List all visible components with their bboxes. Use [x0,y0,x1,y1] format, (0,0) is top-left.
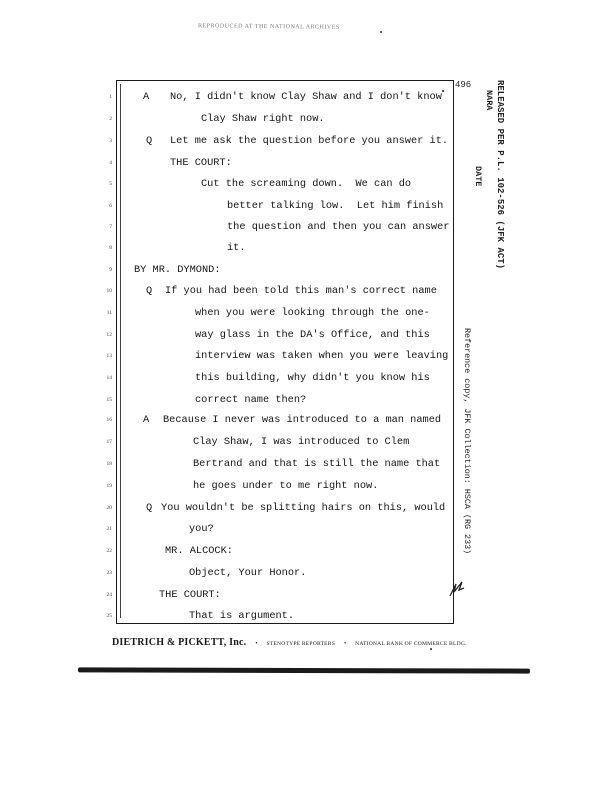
line-number: 21 [106,526,112,532]
qa-marker: A [143,414,150,426]
line-number: 12 [106,332,112,338]
line-number: 9 [109,267,112,273]
line-number: 25 [106,613,112,619]
transcript-line: BY MR. DYMOND: [134,264,221,276]
transcript-line: MR. ALCOCK: [165,545,233,557]
line-number: 16 [106,417,112,423]
footer-separator: • [255,641,258,647]
reporter-footer [112,632,467,650]
line-number: 2 [109,116,112,122]
line-number: 1 [109,94,112,100]
line-number: 19 [106,483,112,489]
transcript-line: the question and then you can answer [227,221,450,233]
transcript-line: Let me ask the question before you answer it. [170,135,449,147]
reference-copy-note: Reference copy, JFK Collection: HSCA (RG 233) [462,328,472,555]
transcript-line: Because I never was introduced to a man named [163,414,442,426]
transcript-line: If you had been told this man's correct name [165,285,437,297]
line-number: 11 [106,310,112,316]
line-number: 3 [109,138,112,144]
qa-marker: A [143,91,150,103]
transcript-line: Bertrand and that is still the name that [193,458,441,470]
transcript-line: it. [227,242,246,254]
line-number: 18 [106,461,112,467]
nara-stamp: NARA [484,90,494,111]
release-stamp: RELEASED PER P.L. 102-526 (JFK ACT) [495,80,505,270]
scan-speckle [380,31,382,33]
qa-marker: Q [146,135,153,147]
transcript-line: Clay Shaw, I was introduced to Clem [193,436,410,448]
transcript-line: interview was taken when you were leaving [195,350,449,362]
footer-rule [78,667,530,673]
line-number: 22 [106,548,112,554]
line-number: 6 [109,203,112,209]
line-number: 23 [106,570,112,576]
footer-separator: • [344,641,347,647]
transcript-line: he goes under to me right now. [193,480,379,492]
page-number: 496 [455,80,472,90]
date-stamp: DATE [473,166,483,187]
transcript-line: way glass in the DA's Office, and this [195,329,430,341]
transcript-line: correct name then? [195,394,307,406]
line-number: 10 [106,288,112,294]
line-number: 20 [106,505,112,511]
line-number: 14 [106,375,112,381]
transcript-line: Object, Your Honor. [189,567,307,579]
handwritten-mark [448,578,466,598]
transcript-line: No, I didn't know Clay Shaw and I don't know [170,91,442,103]
transcript-line: you? [189,523,214,535]
line-number: 7 [109,224,112,230]
bank-address: NATIONAL BANK OF COMMERCE BLDG. [355,641,467,647]
qa-marker: Q [146,285,153,297]
reporters-label: STENOTYPE REPORTERS [266,641,336,647]
transcript-line: That is argument. [189,610,295,622]
margin-rule [120,84,121,618]
qa-marker: Q [146,502,153,514]
line-number: 17 [106,439,112,445]
transcript-line: Clay Shaw right now. [201,113,325,125]
scan-speckle [442,90,444,92]
transcript-line: when you were looking through the one- [195,307,430,319]
line-number: 13 [106,353,112,359]
archives-header-stamp: REPRODUCED AT THE NATIONAL ARCHIVES [197,23,340,31]
transcript-line: THE COURT: [170,157,232,169]
transcript-line: better talking low. Let him finish [227,200,444,212]
transcript-line: Cut the screaming down. We can do [201,178,412,190]
line-number: 4 [109,160,112,166]
line-number: 24 [106,592,112,598]
line-number: 15 [106,397,112,403]
line-number: 5 [109,181,112,187]
line-number: 8 [109,245,112,251]
transcript-line: this building, why didn't you know his [195,372,430,384]
scan-speckle [430,648,432,650]
transcript-line: THE COURT: [159,589,221,601]
transcript-line: You wouldn't be splitting hairs on this, would [161,502,446,514]
firm-name: DIETRICH & PICKETT, Inc. [112,637,247,648]
